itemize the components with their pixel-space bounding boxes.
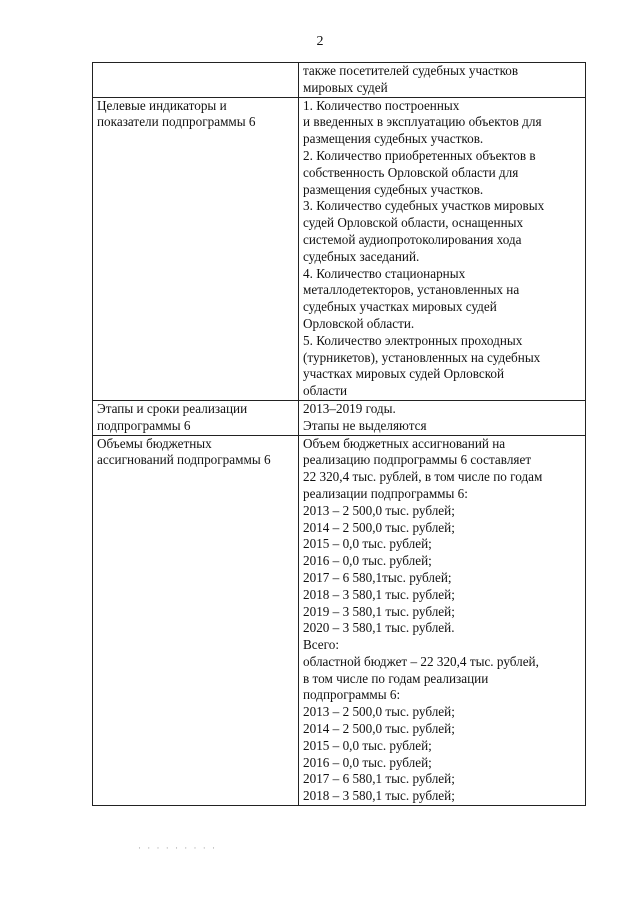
row-label-cell bbox=[93, 63, 299, 98]
scan-artifact: · · · · · · · · · bbox=[138, 843, 217, 853]
label-line: Целевые индикаторы и bbox=[97, 97, 227, 113]
table-row bbox=[93, 400, 586, 435]
content-line: 5. Количество электронных проходных bbox=[303, 332, 523, 348]
content-line: Объем бюджетных ассигнований на bbox=[303, 435, 506, 451]
content-line: судей Орловской области, оснащенных bbox=[303, 215, 524, 231]
content-line: 2016 – 0,0 тыс. рублей; bbox=[303, 754, 432, 770]
content-line: 2017 – 6 580,1тыс. рублей; bbox=[303, 569, 452, 585]
content-line: 2016 – 0,0 тыс. рублей; bbox=[303, 553, 432, 569]
content-line: системой аудиопротоколирования хода bbox=[303, 231, 522, 247]
label-line: показатели подпрограммы 6 bbox=[97, 114, 256, 130]
content-line: Этапы не выделяются bbox=[303, 417, 427, 433]
content-line: участках мировых судей Орловской bbox=[303, 366, 505, 382]
content-line: 3. Количество судебных участков мировых bbox=[303, 198, 545, 214]
content-line: размещения судебных участков. bbox=[303, 181, 484, 197]
content-line: областной бюджет – 22 320,4 тыс. рублей, bbox=[303, 653, 539, 669]
content-line: реализации подпрограммы 6: bbox=[303, 485, 468, 501]
table-body bbox=[93, 63, 586, 806]
content-line: 1. Количество построенных bbox=[303, 97, 460, 113]
table-row bbox=[93, 63, 586, 98]
row-label-cell bbox=[93, 97, 299, 400]
content-line: 2. Количество приобретенных объектов в bbox=[303, 147, 536, 163]
content-line: 2020 – 3 580,1 тыс. рублей. bbox=[303, 620, 455, 636]
content-line: 2013 – 2 500,0 тыс. рублей; bbox=[303, 704, 455, 720]
content-line: 2014 – 2 500,0 тыс. рублей; bbox=[303, 519, 455, 535]
content-line: собственность Орловской области для bbox=[303, 164, 519, 180]
content-line: и введенных в эксплуатацию объектов для bbox=[303, 114, 542, 130]
content-line: 2018 – 3 580,1 тыс. рублей; bbox=[303, 586, 455, 602]
content-line: области bbox=[303, 383, 348, 399]
content-line: судебных заседаний. bbox=[303, 248, 420, 264]
content-line: 2013–2019 годы. bbox=[303, 400, 396, 416]
content-line: судебных участках мировых судей bbox=[303, 299, 497, 315]
content-line: 4. Количество стационарных bbox=[303, 265, 466, 281]
row-content-cell bbox=[299, 435, 586, 806]
content-line: также посетителей судебных участков bbox=[303, 63, 519, 78]
content-line: Орловской области. bbox=[303, 315, 415, 331]
content-line: мировых судей bbox=[303, 79, 388, 95]
page-number: 2 bbox=[316, 34, 324, 49]
label-line: ассигнований подпрограммы 6 bbox=[97, 452, 271, 468]
content-line: размещения судебных участков. bbox=[303, 131, 484, 147]
content-line: 2017 – 6 580,1 тыс. рублей; bbox=[303, 771, 455, 787]
content-line: 2014 – 2 500,0 тыс. рублей; bbox=[303, 721, 455, 737]
content-line: 2018 – 3 580,1 тыс. рублей; bbox=[303, 788, 455, 804]
passport-table bbox=[92, 62, 586, 806]
content-line: 2015 – 0,0 тыс. рублей; bbox=[303, 737, 432, 753]
row-label-cell bbox=[93, 435, 299, 806]
row-content-cell bbox=[299, 63, 586, 98]
content-line: металлодетекторов, установленных на bbox=[303, 282, 520, 298]
row-content-cell bbox=[299, 400, 586, 435]
content-line: реализацию подпрограммы 6 составляет bbox=[303, 452, 532, 468]
row-label-cell bbox=[93, 400, 299, 435]
content-line: (турникетов), установленных на судебных bbox=[303, 349, 541, 365]
content-line: 2015 – 0,0 тыс. рублей; bbox=[303, 536, 432, 552]
content-line: подпрограммы 6: bbox=[303, 687, 401, 703]
table-row bbox=[93, 435, 586, 806]
content-line: в том числе по годам реализации bbox=[303, 670, 489, 686]
content-line: 2013 – 2 500,0 тыс. рублей; bbox=[303, 502, 455, 518]
label-line: подпрограммы 6 bbox=[97, 417, 191, 433]
table-row bbox=[93, 97, 586, 400]
content-line: 22 320,4 тыс. рублей, в том числе по годам bbox=[303, 469, 543, 485]
label-line: Этапы и сроки реализации bbox=[97, 400, 248, 416]
row-content-cell bbox=[299, 97, 586, 400]
content-line: 2019 – 3 580,1 тыс. рублей; bbox=[303, 603, 455, 619]
label-line: Объемы бюджетных bbox=[97, 435, 212, 451]
content-line: Всего: bbox=[303, 637, 340, 653]
